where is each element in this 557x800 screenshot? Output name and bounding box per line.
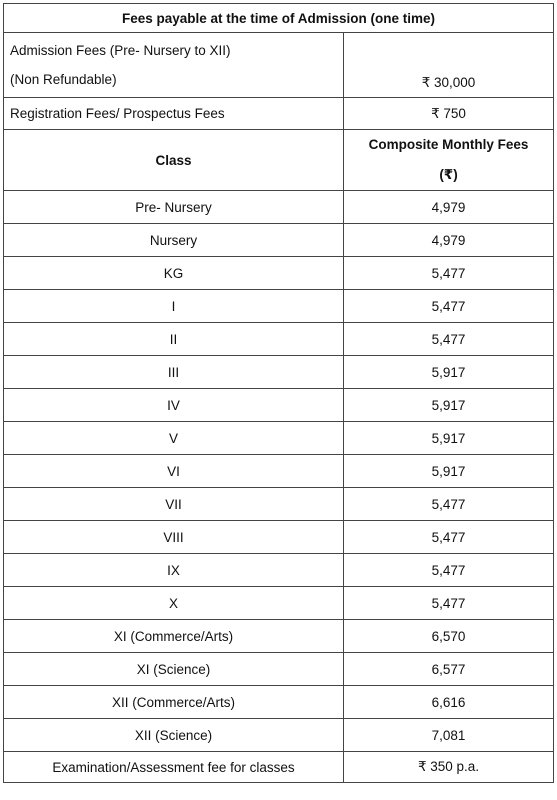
admission-fee-label-line1: Admission Fees (Pre- Nursery to XII): [10, 43, 231, 58]
monthly-fee-cell: 5,477: [344, 521, 554, 554]
admission-fee-label: [4, 33, 344, 98]
table-row: [4, 587, 554, 620]
title-row: [4, 4, 554, 33]
monthly-fee-cell: 5,917: [344, 356, 554, 389]
registration-fee-row: [4, 98, 554, 130]
class-name-cell: IV: [4, 389, 344, 422]
class-name-cell: VII: [4, 488, 344, 521]
exam-fee-label: Examination/Assessment fee for classes: [4, 752, 344, 783]
table-row: [4, 686, 554, 719]
class-name-cell: III: [4, 356, 344, 389]
table-row: [4, 191, 554, 224]
registration-fee-value: ₹ 750: [344, 98, 554, 130]
fee-column-header-line2: (₹): [439, 167, 458, 182]
monthly-fee-cell: 5,917: [344, 455, 554, 488]
fee-column-header: [344, 130, 554, 191]
class-name-cell: IX: [4, 554, 344, 587]
table-row: [4, 224, 554, 257]
table-row: [4, 455, 554, 488]
exam-fee-row: [4, 752, 554, 783]
monthly-fee-cell: 5,477: [344, 488, 554, 521]
class-name-cell: KG: [4, 257, 344, 290]
table-row: [4, 356, 554, 389]
table-row: [4, 554, 554, 587]
admission-fee-label-line2: (Non Refundable): [10, 72, 117, 87]
class-name-cell: Pre- Nursery: [4, 191, 344, 224]
monthly-fee-cell: 6,577: [344, 653, 554, 686]
admission-fee-row: [4, 33, 554, 98]
class-header-row: [4, 130, 554, 191]
monthly-fee-cell: 4,979: [344, 191, 554, 224]
monthly-fee-cell: 7,081: [344, 719, 554, 752]
class-name-cell: X: [4, 587, 344, 620]
class-name-cell: I: [4, 290, 344, 323]
class-name-cell: V: [4, 422, 344, 455]
registration-fee-label: Registration Fees/ Prospectus Fees: [4, 98, 344, 130]
class-name-cell: XII (Science): [4, 719, 344, 752]
fee-structure-document: [3, 3, 553, 783]
monthly-fee-cell: 5,477: [344, 323, 554, 356]
table-row: [4, 488, 554, 521]
class-column-header: Class: [4, 130, 344, 191]
monthly-fee-cell: 5,477: [344, 554, 554, 587]
monthly-fee-cell: 5,477: [344, 257, 554, 290]
table-row: [4, 323, 554, 356]
class-name-cell: XI (Science): [4, 653, 344, 686]
class-name-cell: XI (Commerce/Arts): [4, 620, 344, 653]
table-row: [4, 521, 554, 554]
class-name-cell: VI: [4, 455, 344, 488]
table-row: [4, 620, 554, 653]
exam-fee-value: ₹ 350 p.a.: [344, 752, 554, 783]
monthly-fee-cell: 4,979: [344, 224, 554, 257]
class-name-cell: VIII: [4, 521, 344, 554]
table-row: [4, 653, 554, 686]
monthly-fee-cell: 5,917: [344, 389, 554, 422]
table-row: [4, 257, 554, 290]
monthly-fee-cell: 6,570: [344, 620, 554, 653]
table-row: [4, 389, 554, 422]
class-name-cell: II: [4, 323, 344, 356]
class-name-cell: Nursery: [4, 224, 344, 257]
table-row: [4, 290, 554, 323]
table-row: [4, 422, 554, 455]
fee-table: [3, 3, 554, 783]
monthly-fee-cell: 5,917: [344, 422, 554, 455]
fee-column-header-line1: Composite Monthly Fees: [368, 137, 529, 152]
table-title: Fees payable at the time of Admission (one time): [4, 4, 554, 33]
admission-fee-value: ₹ 30,000: [344, 33, 554, 98]
monthly-fee-cell: 6,616: [344, 686, 554, 719]
table-row: [4, 719, 554, 752]
class-name-cell: XII (Commerce/Arts): [4, 686, 344, 719]
monthly-fee-cell: 5,477: [344, 290, 554, 323]
monthly-fee-cell: 5,477: [344, 587, 554, 620]
